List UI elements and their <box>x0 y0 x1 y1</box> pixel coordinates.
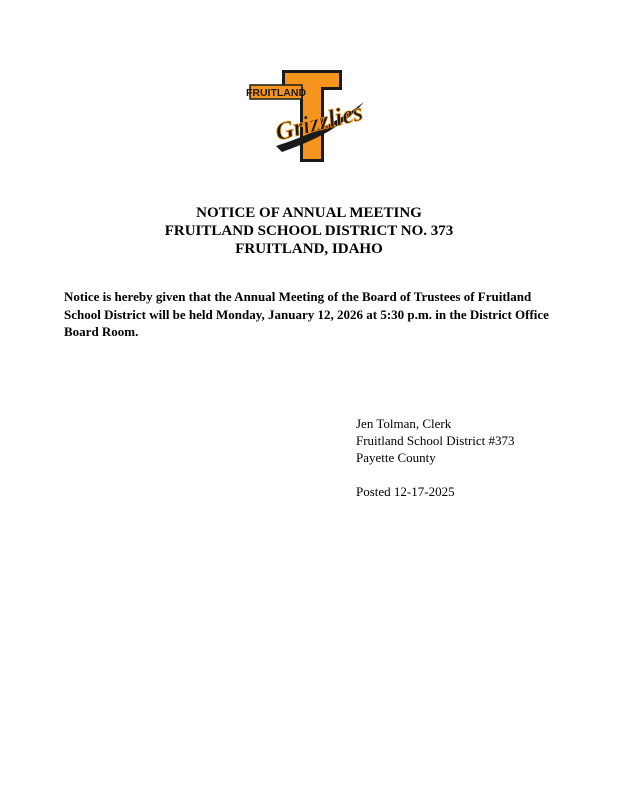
heading-line-1: NOTICE OF ANNUAL MEETING <box>196 205 422 221</box>
logo-script-text: Grizzlies <box>272 98 366 147</box>
posted-date: Posted 12-17-2025 <box>356 484 455 499</box>
district-name: Fruitland School District #373 <box>356 433 515 448</box>
signature-block <box>356 415 596 500</box>
heading-line-3: FRUITLAND, IDAHO <box>235 241 383 257</box>
clerk-name: Jen Tolman, Clerk <box>356 416 452 431</box>
logo-top-text: FRUITLAND <box>246 87 307 99</box>
county-name: Payette County <box>356 450 436 465</box>
notice-heading <box>0 204 618 258</box>
notice-paragraph: Notice is hereby given that the Annual Meeting of the Board of Trustees of Fruitland School District will be held Monday, January 12, 2026 at 5:30 p.m. in the District Office Board Room. <box>64 289 549 339</box>
heading-line-2: FRUITLAND SCHOOL DISTRICT NO. 373 <box>164 223 454 239</box>
district-logo <box>246 68 370 164</box>
fruitland-grizzlies-logo <box>246 68 370 164</box>
